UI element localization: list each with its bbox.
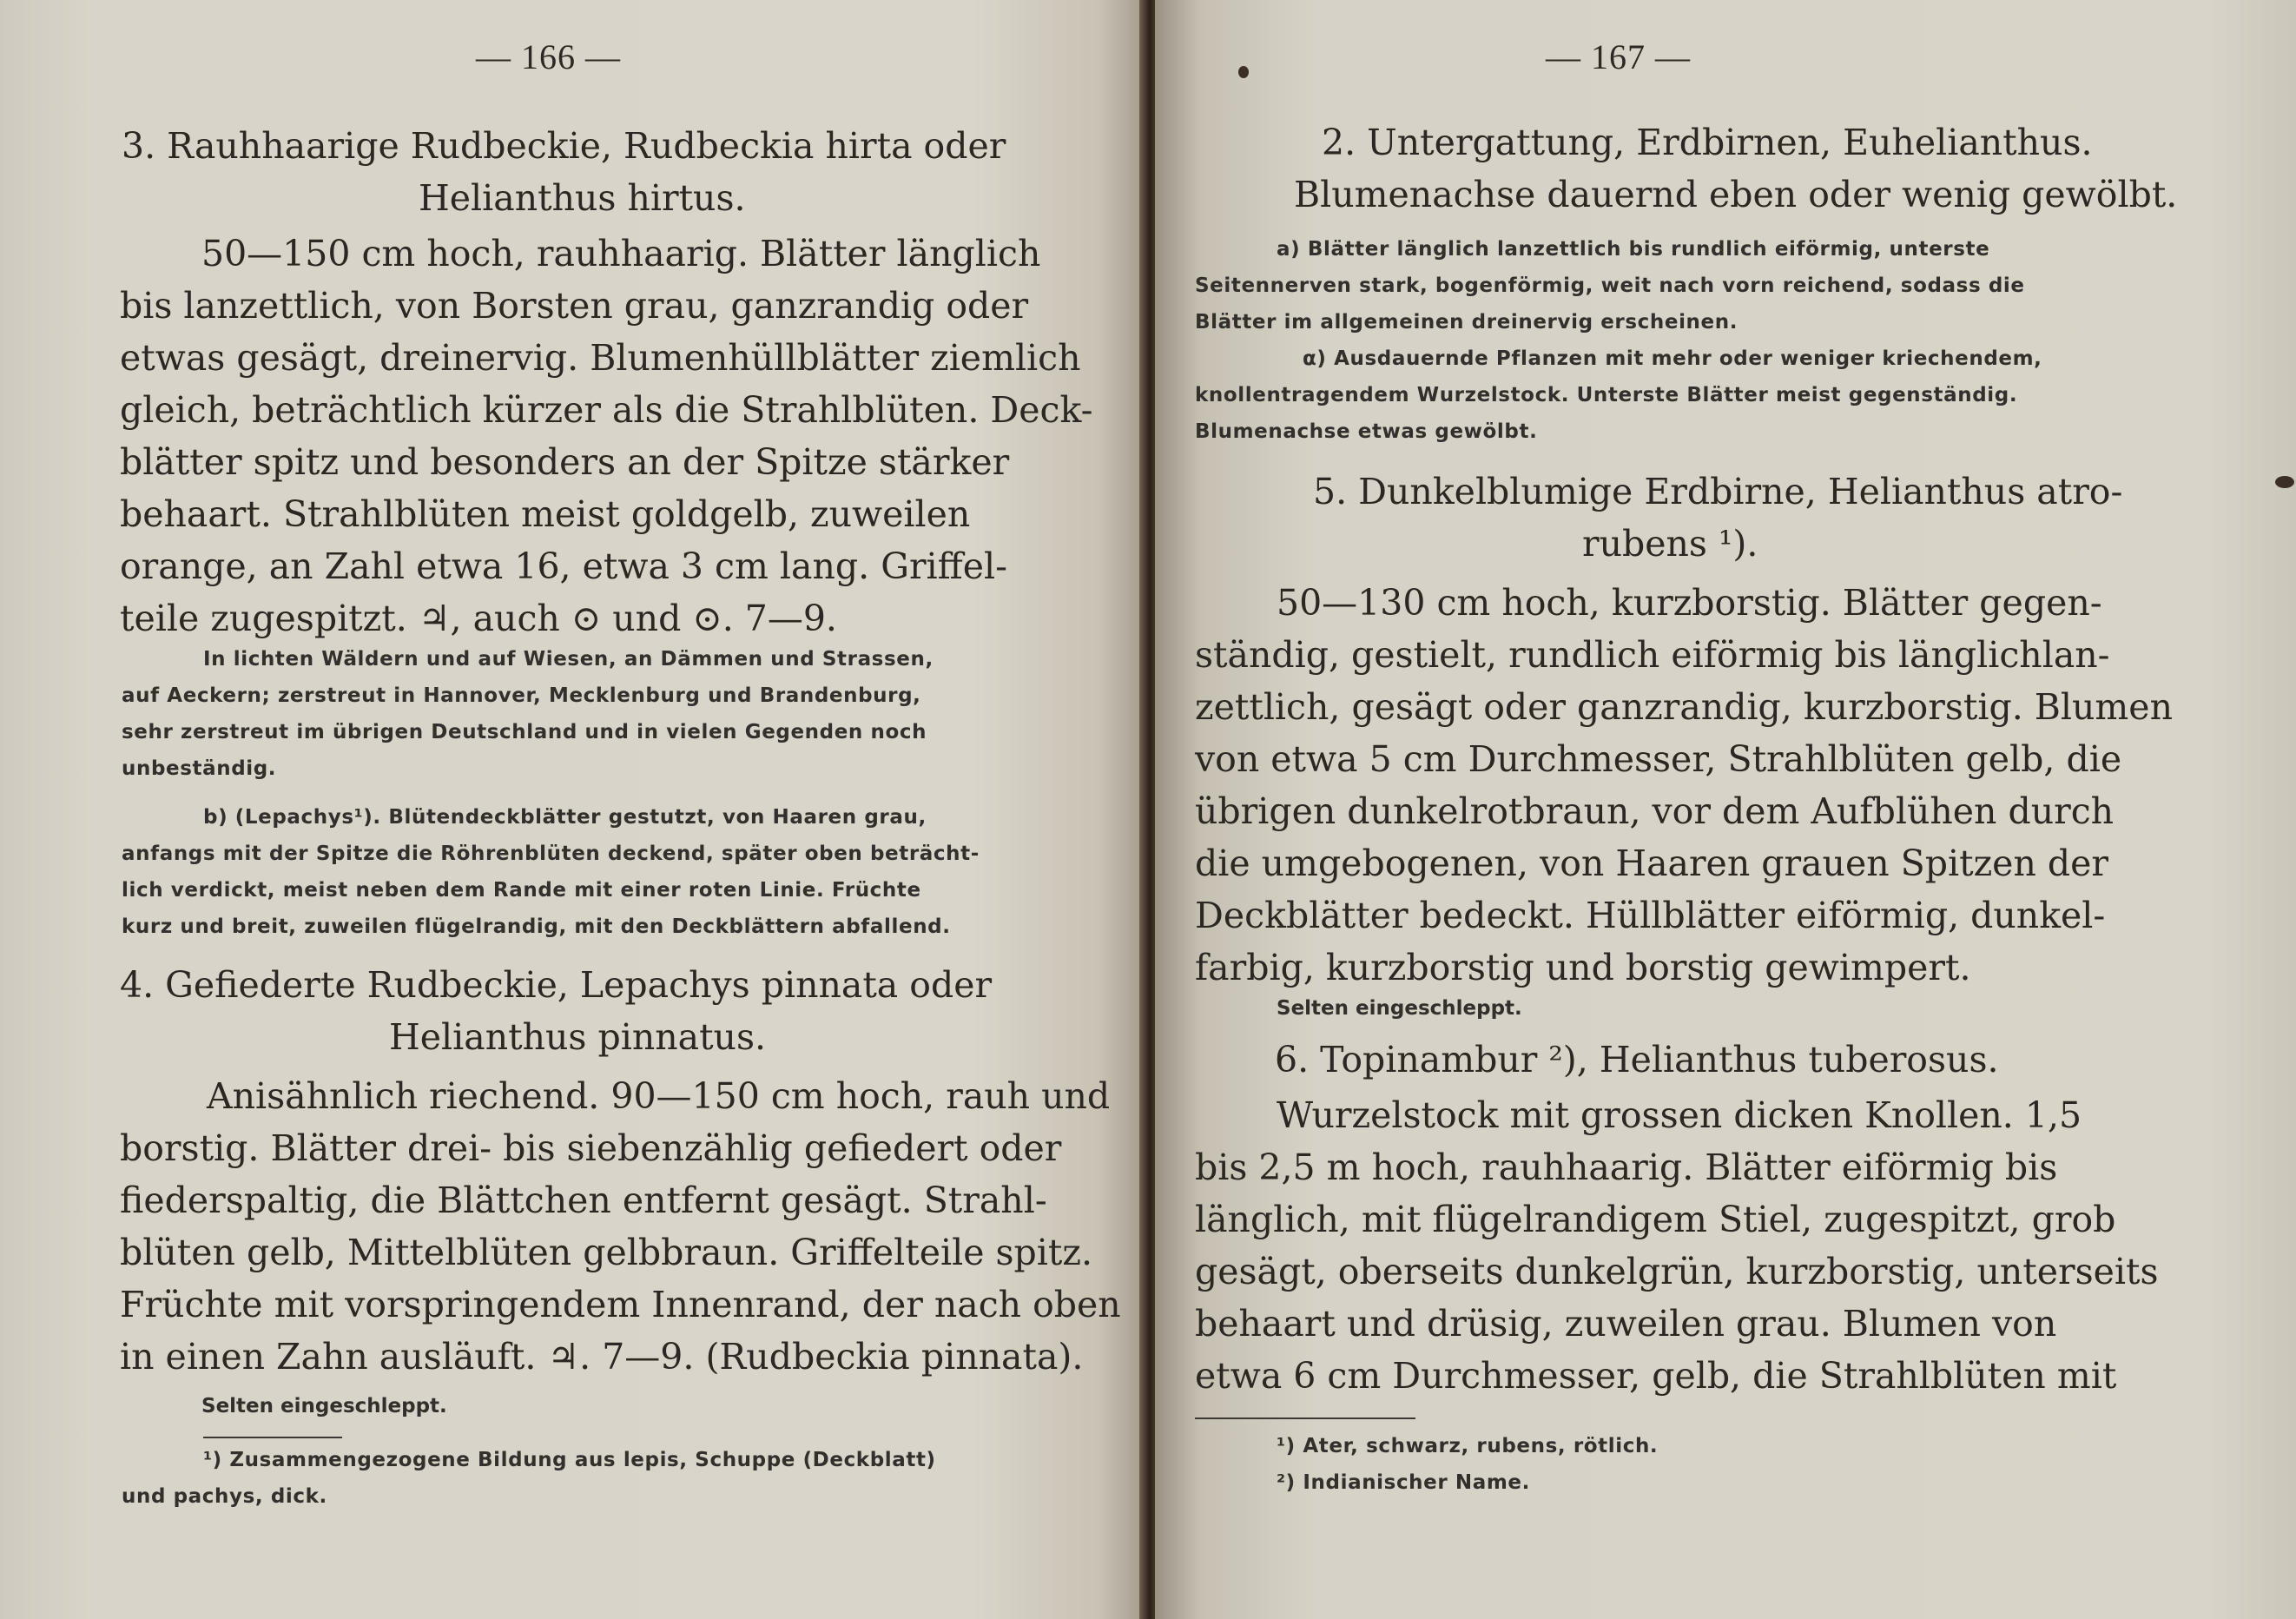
body-line: blätter spitz und besonders an der Spitze stärker [120, 441, 1010, 483]
page-number-right: — 167 — [1546, 37, 1691, 76]
body-line: übrigen dunkelrotbraun, vor dem Aufblühen durch [1195, 790, 2115, 832]
habitat-line: auf Aeckern; zerstreut in Hannover, Mecklenburg und Brandenburg, [122, 684, 921, 707]
body-line: gleich, beträchtlich kürzer als die Strahlblüten. Deck- [120, 389, 1093, 431]
body-line: Deckblätter bedeckt. Hüllblätter eiförmig, dunkel- [1195, 895, 2106, 936]
footnote-line: und pachys, dick. [122, 1485, 327, 1508]
entry-3-body [120, 228, 1093, 644]
paper-speck [1238, 66, 1249, 78]
body-line: die umgebogenen, von Haaren grauen Spitzen der [1195, 843, 2108, 884]
entry-5-heading-line-2: rubens ¹). [1582, 523, 1758, 565]
entry-4-heading [120, 959, 1075, 1063]
entry-5-body [1195, 577, 2237, 994]
entry-3-heading-line-2: Helianthus hirtus. [419, 177, 746, 219]
group-alpha-line: knollentragendem Wurzelstock. Unterste Blätter meist gegenständig. [1195, 384, 2018, 406]
subgroup-b-line: b) (Lepachys¹). Blütendeckblätter gestutzt, von Haaren grau, [203, 806, 927, 829]
body-line: etwas gesägt, dreinervig. Blumenhüllblätter ziemlich [120, 337, 1081, 379]
body-line: in einen Zahn ausläuft. ♃. 7—9. (Rudbeckia pinnata). [120, 1336, 1084, 1378]
body-line: länglich, mit flügelrandigem Stiel, zugespitzt, grob [1195, 1199, 2116, 1240]
body-line: zettlich, gesägt oder ganzrandig, kurzborstig. Blumen [1195, 686, 2173, 728]
entry-5-heading-line-1: 5. Dunkelblumige Erdbirne, Helianthus atro- [1313, 471, 2123, 512]
body-line: 50—150 cm hoch, rauhhaarig. Blätter länglich [201, 233, 1041, 274]
footnotes-right [1277, 1428, 2232, 1501]
body-line: Anisähnlich riechend. 90—150 cm hoch, rauh und [207, 1075, 1111, 1117]
group-alpha-line: Blumenachse etwas gewölbt. [1195, 420, 1538, 443]
entry-6-body [1195, 1089, 2237, 1402]
entry-4-heading-line-1: 4. Gefiederte Rudbeckie, Lepachys pinnata oder [120, 964, 993, 1006]
body-line: behaart. Strahlblüten meist goldgelb, zuweilen [120, 493, 971, 535]
body-line: bis 2,5 m hoch, rauhhaarig. Blätter eiförmig bis [1195, 1147, 2058, 1188]
subgroup-b [122, 799, 1077, 945]
entry-5-habitat: Selten eingeschleppt. [1277, 997, 1522, 1020]
body-line: farbig, kurzborstig und borstig gewimpert. [1195, 947, 1971, 988]
entry-3-habitat [122, 641, 1077, 787]
subgenus-line: Blumenachse dauernd eben oder wenig gewölbt. [1294, 174, 2178, 215]
subgroup-b-line: kurz und breit, zuweilen flügelrandig, mit den Deckblättern abfallend. [122, 915, 951, 938]
body-line: blüten gelb, Mittelblüten gelbbraun. Griffelteile spitz. [120, 1232, 1093, 1273]
entry-6-heading-line: 6. Topinambur ²), Helianthus tuberosus. [1275, 1039, 1999, 1080]
paper-speck [2275, 476, 2294, 488]
group-alpha-line: α) Ausdauernde Pflanzen mit mehr oder weniger kriechendem, [1303, 347, 2042, 370]
body-line: 50—130 cm hoch, kurzborstig. Blätter gegen- [1277, 582, 2102, 624]
group-a-line: Seitennerven stark, bogenförmig, weit nach vorn reichend, sodass die [1195, 274, 2025, 297]
body-line: etwa 6 cm Durchmesser, gelb, die Strahlblüten mit [1195, 1355, 2117, 1397]
group-a-line: a) Blätter länglich lanzettlich bis rundlich eiförmig, unterste [1277, 238, 1990, 261]
subgenus-heading-line: 2. Untergattung, Erdbirnen, Euhelianthus. [1322, 122, 2093, 163]
body-line: Früchte mit vorspringendem Innenrand, der nach oben [120, 1284, 1121, 1325]
group-a [1195, 231, 2237, 340]
entry-3-heading [122, 120, 1077, 224]
body-line: behaart und drüsig, zuweilen grau. Blumen von [1195, 1303, 2057, 1345]
group-alpha [1195, 340, 2237, 450]
subgenus-heading [1242, 116, 2197, 169]
body-line: Wurzelstock mit grossen dicken Knollen. 1,5 [1277, 1094, 2082, 1136]
entry-4-heading-line-2: Helianthus pinnatus. [389, 1016, 767, 1058]
footnote-line: ²) Indianischer Name. [1277, 1471, 1530, 1494]
subgroup-b-line: anfangs mit der Spitze die Röhrenblüten deckend, später oben beträcht- [122, 843, 980, 865]
right-page [1155, 0, 2296, 1619]
body-line: orange, an Zahl etwa 16, etwa 3 cm lang. Griffel- [120, 545, 1008, 587]
footnote-line: ¹) Ater, schwarz, rubens, rötlich. [1277, 1435, 1659, 1457]
entry-4-body [120, 1070, 1121, 1383]
footnote-rule [203, 1437, 342, 1438]
body-line: bis lanzettlich, von Borsten grau, ganzrandig oder [120, 285, 1029, 327]
body-line: ständig, gestielt, rundlich eiförmig bis länglichlan- [1195, 634, 2110, 676]
subgroup-b-line: lich verdickt, meist neben dem Rande mit einer roten Linie. Früchte [122, 879, 921, 902]
body-line: borstig. Blätter drei- bis siebenzählig gefiedert oder [120, 1127, 1062, 1169]
entry-3-heading-line-1: 3. Rauhhaarige Rudbeckie, Rudbeckia hirta oder [122, 125, 1006, 167]
entry-6-heading [1275, 1034, 2230, 1086]
footnote-rule [1195, 1417, 1415, 1419]
habitat-line: sehr zerstreut im übrigen Deutschland und in vielen Gegenden noch [122, 721, 927, 743]
body-line: gesägt, oberseits dunkelgrün, kurzborstig, unterseits [1195, 1251, 2159, 1292]
habitat-line: unbeständig. [122, 757, 277, 780]
left-page [0, 0, 1145, 1619]
habitat-line: In lichten Wäldern und auf Wiesen, an Dämmen und Strassen, [203, 648, 934, 671]
page-number-left: — 166 — [476, 37, 621, 76]
body-line: von etwa 5 cm Durchmesser, Strahlblüten gelb, die [1195, 738, 2122, 780]
footnote-line: ¹) Zusammengezogene Bildung aus lepis, Schuppe (Deckblatt) [203, 1449, 936, 1471]
footnotes-left [122, 1442, 1077, 1515]
body-line: teile zugespitzt. ♃, auch ⊙ und ⊙. 7—9. [120, 598, 837, 639]
entry-4-habitat: Selten eingeschleppt. [201, 1395, 447, 1417]
entry-5-heading [1233, 466, 2206, 570]
body-line: fiederspaltig, die Blättchen entfernt gesägt. Strahl- [120, 1180, 1047, 1221]
group-a-line: Blätter im allgemeinen dreinervig erscheinen. [1195, 311, 1738, 334]
